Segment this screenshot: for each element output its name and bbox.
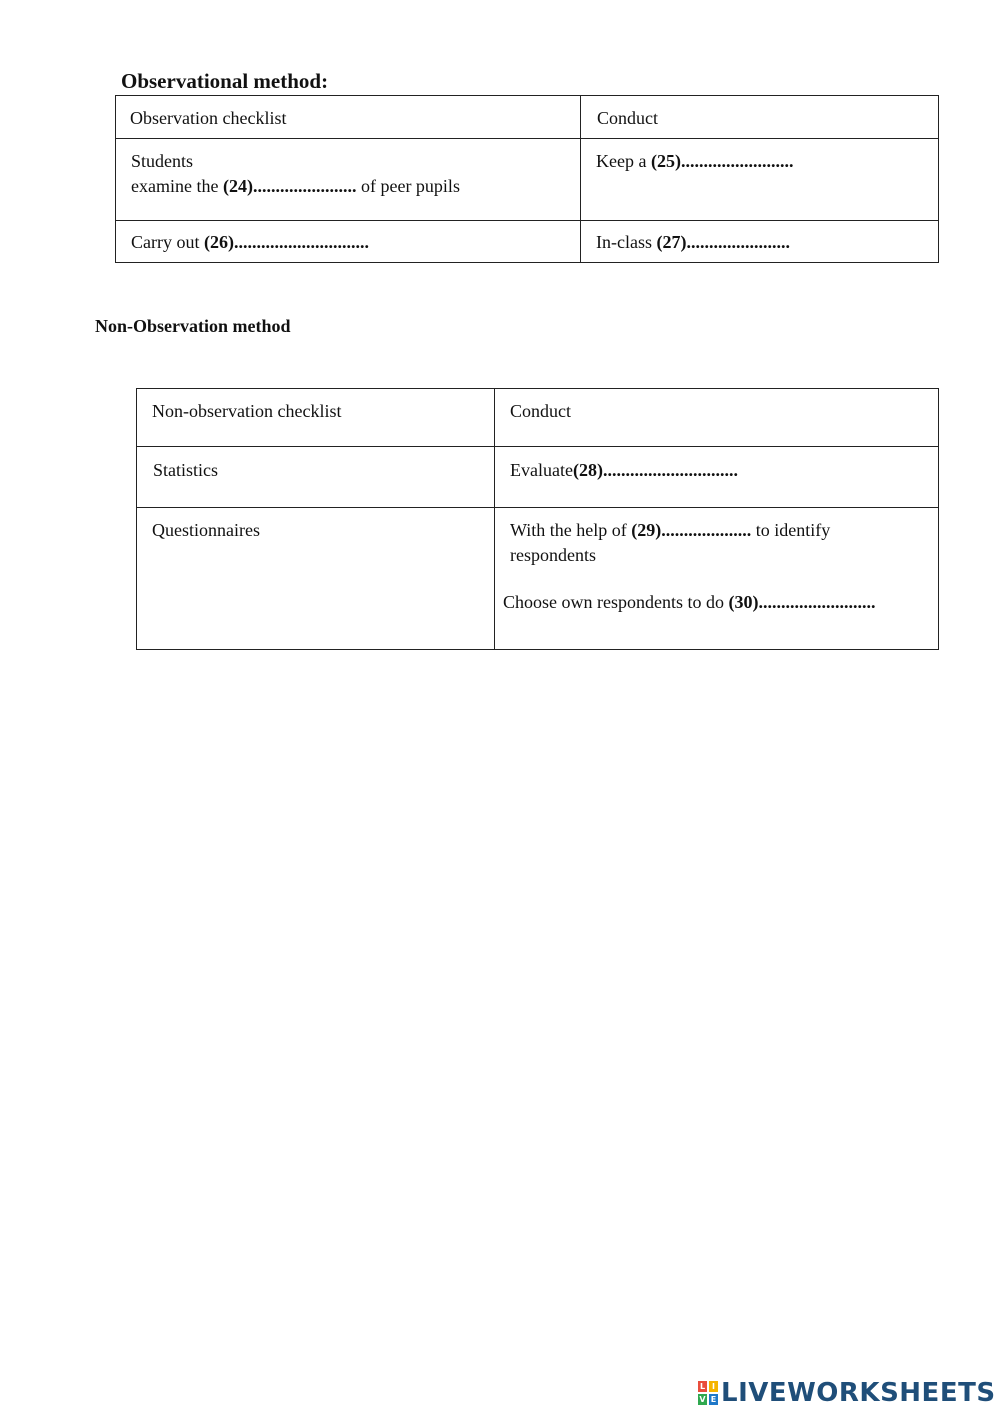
table-cell bbox=[581, 139, 939, 221]
table-header-cell bbox=[581, 96, 939, 139]
cell-text-evaluate bbox=[510, 458, 738, 483]
table-cell bbox=[581, 221, 939, 263]
table-header-cell bbox=[495, 389, 939, 447]
blank-29[interactable]: (29).................... bbox=[631, 520, 752, 540]
liveworksheets-logo bbox=[698, 1378, 996, 1408]
text-line bbox=[510, 518, 830, 543]
cell-text-carry-out bbox=[131, 230, 369, 255]
table-cell bbox=[116, 221, 581, 263]
header-conduct: Conduct bbox=[597, 108, 658, 128]
blank-24[interactable]: (24)....................... bbox=[222, 176, 357, 196]
header-observation-checklist: Observation checklist bbox=[130, 108, 287, 128]
logo-block: E bbox=[710, 1395, 717, 1404]
text-fragment: With the help of bbox=[510, 520, 632, 540]
cell-text-choose-own bbox=[503, 590, 875, 615]
non-observation-table bbox=[136, 388, 939, 650]
table-cell bbox=[116, 139, 581, 221]
text-fragment: to identify bbox=[751, 520, 831, 540]
logo-block: I bbox=[709, 1381, 718, 1392]
blank-30[interactable]: (30).......................... bbox=[728, 592, 876, 612]
text-line: respondents bbox=[510, 545, 596, 565]
cell-text-questionnaires: Questionnaires bbox=[152, 520, 260, 540]
cell-text-with-help bbox=[510, 518, 830, 568]
text-fragment: Carry out bbox=[131, 232, 204, 252]
blank-26[interactable]: (26).............................. bbox=[203, 232, 369, 252]
text-fragment: examine the bbox=[131, 176, 223, 196]
table-cell bbox=[137, 447, 495, 508]
blank-27[interactable]: (27)....................... bbox=[656, 232, 790, 252]
text-fragment: Evaluate bbox=[510, 460, 573, 480]
section-heading-observational: Observational method: bbox=[121, 69, 329, 93]
text-fragment: In-class bbox=[596, 232, 657, 252]
text-line: Students bbox=[131, 151, 194, 171]
cell-text-statistics: Statistics bbox=[153, 460, 219, 480]
cell-text-students bbox=[131, 149, 460, 199]
text-fragment: Choose own respondents to do bbox=[503, 592, 729, 612]
table-cell bbox=[495, 508, 939, 650]
section-heading-non-observation: Non-Observation method bbox=[95, 316, 291, 336]
blank-25[interactable]: (25)......................... bbox=[650, 151, 794, 171]
text-line bbox=[131, 174, 460, 199]
cell-text-keep bbox=[596, 149, 793, 174]
logo-wordmark: LIVEWORKSHEETS bbox=[721, 1378, 996, 1408]
cell-text-in-class bbox=[596, 230, 790, 255]
table-cell bbox=[137, 508, 495, 650]
header-non-observation-checklist: Non-observation checklist bbox=[152, 401, 342, 421]
table-cell bbox=[495, 447, 939, 508]
logo-icon bbox=[698, 1381, 718, 1405]
text-fragment: Keep a bbox=[596, 151, 651, 171]
header-conduct: Conduct bbox=[510, 401, 571, 421]
text-fragment: of peer pupils bbox=[356, 176, 460, 196]
logo-block: L bbox=[699, 1382, 706, 1391]
blank-28[interactable]: (28).............................. bbox=[572, 460, 738, 480]
table-header-cell bbox=[137, 389, 495, 447]
logo-block: V bbox=[699, 1395, 706, 1404]
table-header-cell bbox=[116, 96, 581, 139]
observation-table bbox=[115, 95, 939, 263]
